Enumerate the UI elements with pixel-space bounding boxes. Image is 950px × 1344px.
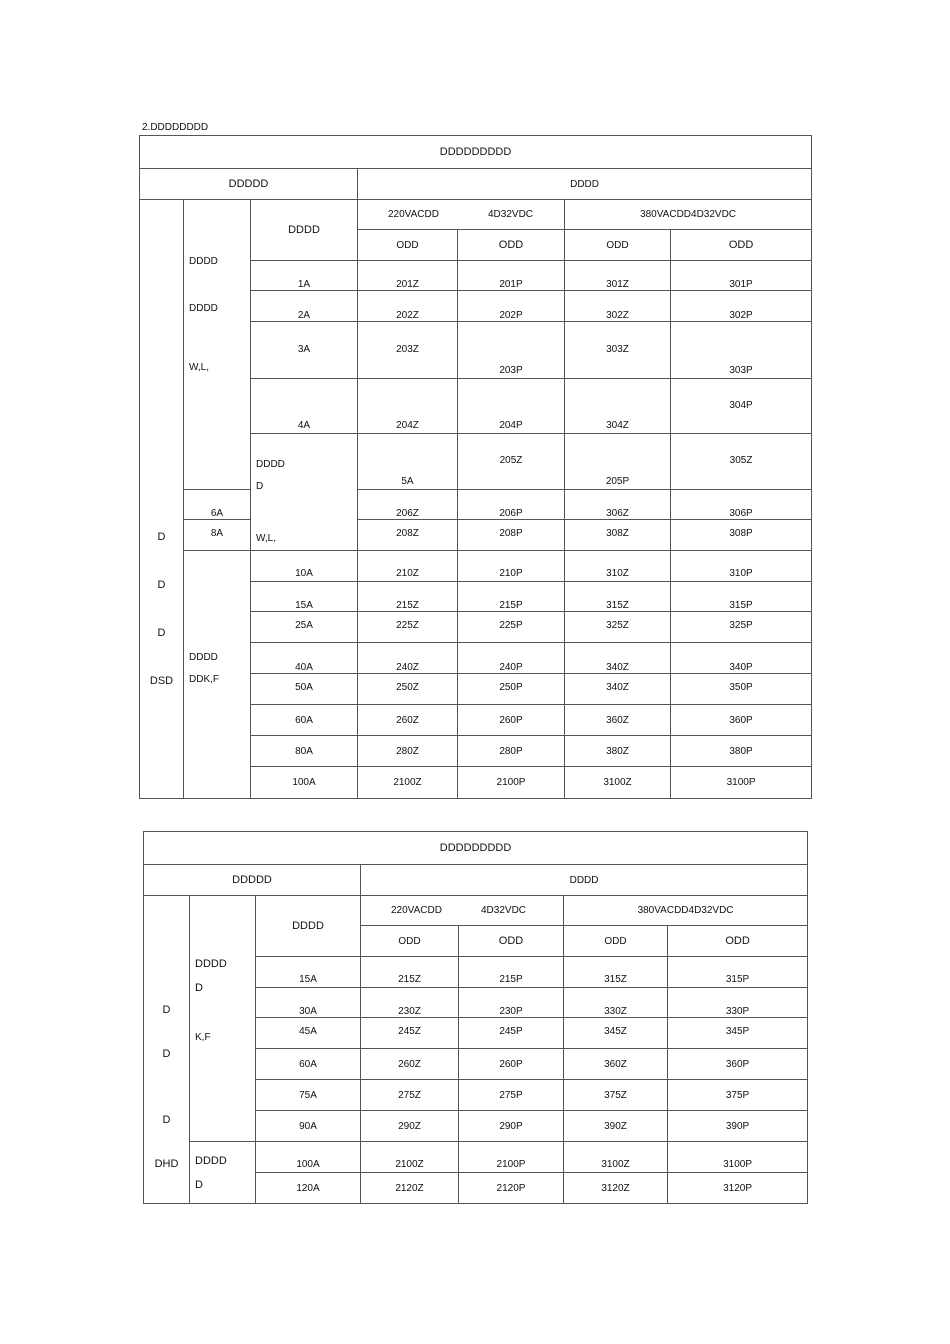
model-cell: 304P: [671, 379, 812, 434]
category-char: D: [162, 1113, 171, 1126]
model-cell: 302Z: [565, 291, 671, 322]
zero-cross-header: ODD: [358, 230, 458, 261]
rating-cell: 3A: [251, 322, 358, 379]
mount-group-2: [251, 434, 358, 551]
model-cell: 260P: [458, 705, 565, 736]
group-line: DDDD: [195, 958, 227, 970]
random-header: ODD: [459, 926, 564, 957]
model-cell: 340P: [671, 643, 812, 674]
model-cell: 208Z: [358, 520, 458, 551]
rating-cell: 60A: [251, 705, 358, 736]
rating-header: DDDD: [256, 896, 361, 957]
model-cell: 306P: [671, 490, 812, 520]
rating-cell: 30A: [256, 988, 361, 1018]
group-line: D: [195, 1178, 203, 1191]
model-cell: 315P: [671, 582, 812, 612]
model-cell: 245P: [459, 1018, 564, 1049]
model-cell: 301P: [671, 261, 812, 291]
group-line: DDDD: [189, 256, 218, 267]
rating-cell: 6A: [184, 490, 251, 520]
model-cell: 203P: [458, 322, 565, 379]
mount-group-2: [190, 1142, 256, 1204]
zero-cross-header: ODD: [564, 926, 668, 957]
ssr-model-table-2: [143, 831, 808, 1204]
model-cell: 230P: [459, 988, 564, 1018]
rating-cell: 45A: [256, 1018, 361, 1049]
model-cell: 245Z: [361, 1018, 459, 1049]
voltage-220-label: 220VACDD: [388, 209, 439, 220]
model-cell: 3100P: [668, 1142, 808, 1173]
rating-cell: 90A: [256, 1111, 361, 1142]
model-cell: 345Z: [564, 1018, 668, 1049]
model-cell: 290P: [459, 1111, 564, 1142]
model-cell: 2120Z: [361, 1173, 459, 1204]
model-group-header: DDDD: [361, 865, 808, 896]
model-cell: 240P: [458, 643, 565, 674]
type-header: DDDDD: [140, 169, 358, 200]
category-char: D: [157, 579, 166, 591]
ssr-model-table-1: [139, 135, 812, 799]
mount-group-3: [184, 551, 251, 799]
rating-cell: 40A: [251, 643, 358, 674]
zero-cross-header: ODD: [361, 926, 459, 957]
zero-cross-header: ODD: [565, 230, 671, 261]
model-cell: 210Z: [358, 551, 458, 582]
model-cell: 360Z: [564, 1049, 668, 1080]
model-cell: 330P: [668, 988, 808, 1018]
random-header: ODD: [671, 230, 812, 261]
group-line: W,L,: [256, 533, 277, 544]
random-header: ODD: [458, 230, 565, 261]
model-cell: 2100Z: [358, 767, 458, 799]
model-cell: 340Z: [565, 643, 671, 674]
model-cell: 215Z: [361, 957, 459, 988]
model-cell: 205P: [565, 434, 671, 490]
model-cell: 2100Z: [361, 1142, 459, 1173]
model-group-header: DDDD: [358, 169, 812, 200]
voltage-220-header: [361, 896, 564, 926]
model-cell: 2120P: [459, 1173, 564, 1204]
model-cell: 208P: [458, 520, 565, 551]
model-cell: 260P: [459, 1049, 564, 1080]
model-cell: 310Z: [565, 551, 671, 582]
model-cell: 206Z: [358, 490, 458, 520]
model-cell: 315P: [668, 957, 808, 988]
model-cell: 280Z: [358, 736, 458, 767]
model-cell: 250P: [458, 674, 565, 705]
model-cell: 306Z: [565, 490, 671, 520]
rating-header: DDDD: [251, 200, 358, 261]
model-cell: 204Z: [358, 379, 458, 434]
category-char: D: [157, 627, 166, 639]
model-cell: 201Z: [358, 261, 458, 291]
type-header: DDDDD: [144, 865, 361, 896]
model-cell: 3120P: [668, 1173, 808, 1204]
rating-cell: 15A: [251, 582, 358, 612]
model-cell: 275P: [459, 1080, 564, 1111]
mount-group-1: [190, 896, 256, 1142]
model-cell: 301Z: [565, 261, 671, 291]
group-line: W,L,: [189, 362, 210, 373]
model-cell: 340Z: [565, 674, 671, 705]
voltage-220-header: [358, 200, 565, 230]
rating-cell: 100A: [251, 767, 358, 799]
category-char: DSD: [149, 675, 174, 687]
table-title: DDDDDDDDD: [144, 832, 808, 865]
rating-cell: 120A: [256, 1173, 361, 1204]
model-cell: 290Z: [361, 1111, 459, 1142]
model-cell: 315Z: [565, 582, 671, 612]
model-cell: 230Z: [361, 988, 459, 1018]
model-cell: 310P: [671, 551, 812, 582]
model-cell: 205Z: [458, 434, 565, 490]
rating-cell: 4A: [251, 379, 358, 434]
model-cell: 240Z: [358, 643, 458, 674]
model-cell: 380P: [671, 736, 812, 767]
model-cell: 203Z: [358, 322, 458, 379]
group-line: D: [256, 481, 264, 492]
model-cell: 3120Z: [564, 1173, 668, 1204]
category-char: DHD: [154, 1157, 179, 1170]
model-cell: 260Z: [361, 1049, 459, 1080]
model-cell: 375P: [668, 1080, 808, 1111]
model-cell: 360Z: [565, 705, 671, 736]
rating-cell: 75A: [256, 1080, 361, 1111]
model-cell: 390P: [668, 1111, 808, 1142]
model-cell: 360P: [668, 1049, 808, 1080]
group-line: K,F: [195, 1032, 211, 1043]
table-title: DDDDDDDDD: [140, 136, 812, 169]
mount-group-1: [184, 200, 251, 490]
rating-cell: 15A: [256, 957, 361, 988]
random-header: ODD: [668, 926, 808, 957]
group-line: DDDD: [189, 652, 218, 663]
model-cell: 2100P: [458, 767, 565, 799]
model-cell: 202Z: [358, 291, 458, 322]
group-line: DDDD: [189, 303, 218, 314]
rating-cell: 25A: [251, 612, 358, 643]
model-cell: 280P: [458, 736, 565, 767]
rating-cell: 5A: [358, 434, 458, 490]
rating-cell: 100A: [256, 1142, 361, 1173]
model-cell: 275Z: [361, 1080, 459, 1111]
model-cell: 202P: [458, 291, 565, 322]
voltage-380-header: 380VACDD4D32VDC: [564, 896, 808, 926]
model-cell: 303P: [671, 322, 812, 379]
rating-cell: 10A: [251, 551, 358, 582]
model-cell: 308Z: [565, 520, 671, 551]
model-cell: 308P: [671, 520, 812, 551]
model-cell: 350P: [671, 674, 812, 705]
group-line: DDDD: [195, 1154, 227, 1167]
group-line: DDDD: [256, 459, 285, 470]
model-cell: 250Z: [358, 674, 458, 705]
model-cell: 215P: [458, 582, 565, 612]
model-cell: 303Z: [565, 322, 671, 379]
rating-cell: 1A: [251, 261, 358, 291]
model-cell: 325P: [671, 612, 812, 643]
voltage-380-header: 380VACDD4D32VDC: [565, 200, 812, 230]
section-title: 2.DDDDDDDD: [142, 122, 209, 133]
group-line: D: [195, 982, 203, 994]
model-cell: 330Z: [564, 988, 668, 1018]
model-cell: 345P: [668, 1018, 808, 1049]
rating-cell: 80A: [251, 736, 358, 767]
model-cell: 315Z: [564, 957, 668, 988]
category-char: D: [162, 1047, 171, 1060]
model-cell: 201P: [458, 261, 565, 291]
model-cell: 304Z: [565, 379, 671, 434]
category-column: [144, 896, 190, 1204]
model-cell: 3100Z: [565, 767, 671, 799]
model-cell: 204P: [458, 379, 565, 434]
model-cell: 225P: [458, 612, 565, 643]
model-cell: 260Z: [358, 705, 458, 736]
rating-cell: 60A: [256, 1049, 361, 1080]
model-cell: 210P: [458, 551, 565, 582]
model-cell: 325Z: [565, 612, 671, 643]
category-char: D: [157, 531, 166, 543]
voltage-220-label: 220VACDD: [391, 905, 442, 916]
category-column: [140, 200, 184, 799]
rating-cell: 8A: [184, 520, 251, 551]
model-cell: 380Z: [565, 736, 671, 767]
model-cell: 3100P: [671, 767, 812, 799]
model-cell: 3100Z: [564, 1142, 668, 1173]
model-cell: 305Z: [671, 434, 812, 490]
rating-cell: 2A: [251, 291, 358, 322]
voltage-4-32-label: 4D32VDC: [481, 905, 527, 916]
voltage-4-32-label: 4D32VDC: [488, 209, 534, 220]
model-cell: 206P: [458, 490, 565, 520]
model-cell: 215P: [459, 957, 564, 988]
model-cell: 375Z: [564, 1080, 668, 1111]
rating-cell: 50A: [251, 674, 358, 705]
model-cell: 215Z: [358, 582, 458, 612]
model-cell: 360P: [671, 705, 812, 736]
model-cell: 302P: [671, 291, 812, 322]
model-cell: 390Z: [564, 1111, 668, 1142]
category-char: D: [162, 1003, 171, 1016]
model-cell: 2100P: [459, 1142, 564, 1173]
group-line: DDK,F: [189, 674, 219, 685]
model-cell: 225Z: [358, 612, 458, 643]
